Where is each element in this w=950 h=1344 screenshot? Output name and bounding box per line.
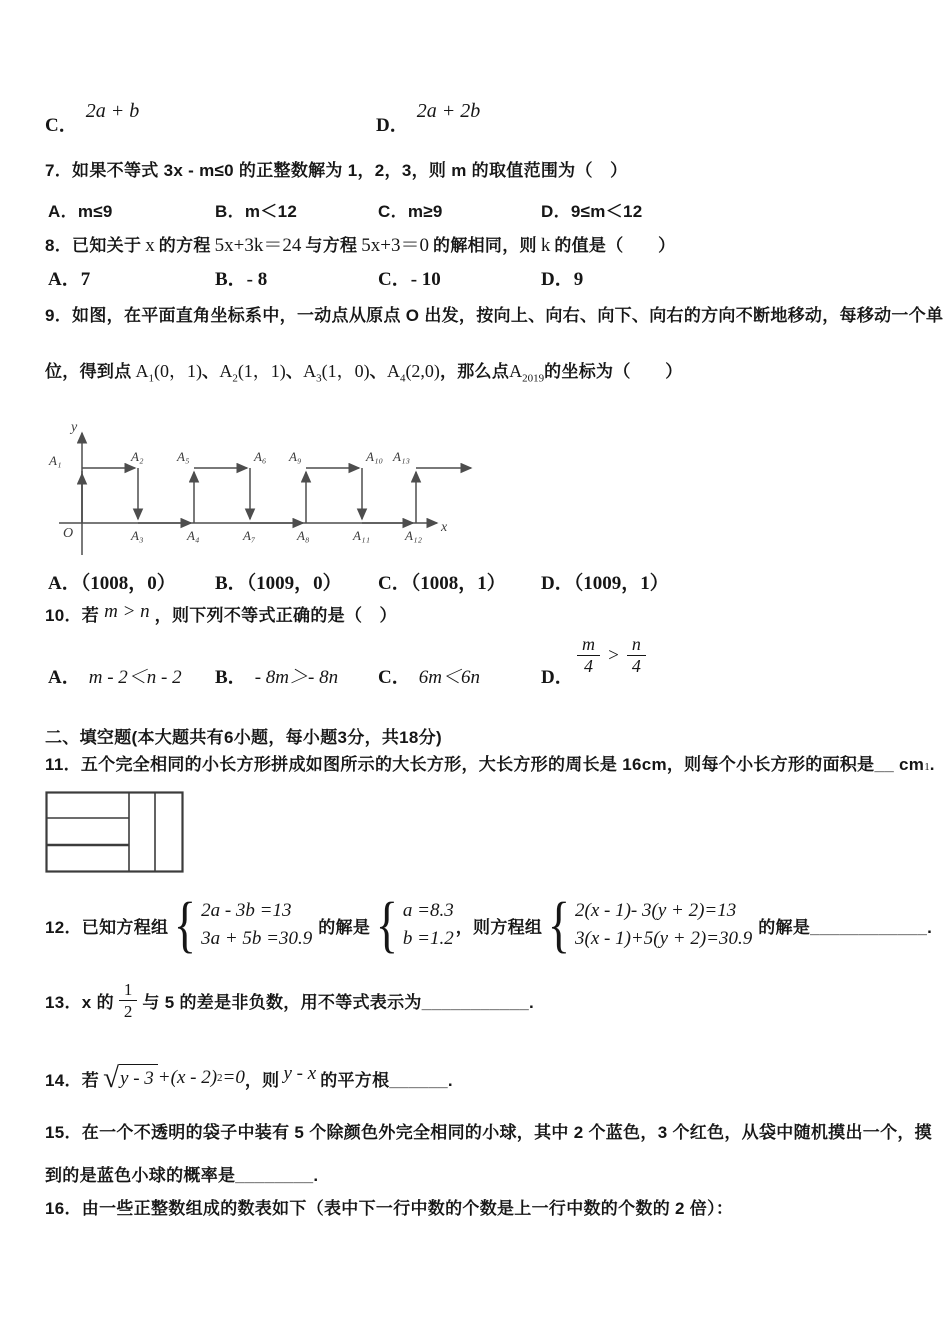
option-label: A． [48,667,81,688]
q14-math: +(x - 2) [157,1067,218,1088]
q9-text: 的坐标为（ ） [544,362,683,381]
relation-sign: > [607,644,620,666]
brace: { [547,891,571,959]
point-base: A [219,361,233,381]
q14-text: 的平方根______. [320,1070,453,1090]
q10-text: ，则下列不等式正确的是（ ） [154,606,397,625]
question-13-stem [45,968,534,1032]
q14-y-minus-x: y - x [283,1063,317,1084]
q14-exponent: 2 [217,1072,223,1084]
fraction-m-4 [577,634,600,677]
q9-point-a4 [387,361,440,385]
option-math: m - 2＜n - 2 [88,667,182,688]
fraction-1-2 [119,979,138,1022]
equation: b =1.2 [402,928,454,949]
q9-option-b: B．（1009，0） [215,573,342,594]
question-15-line2: 到的是蓝色小球的概率是________. [45,1166,319,1185]
denominator: 4 [631,656,641,676]
radical-expression [103,1061,158,1094]
point-base: A [509,361,523,381]
equation-system-3 [544,891,753,959]
q10-option-d-fraction [577,634,646,677]
q10-inequality: m > n [104,601,150,622]
path-segments [82,468,471,523]
brace: { [375,891,399,959]
point-sub: 3 [316,372,322,385]
q8-var-k: k [540,235,551,256]
option-c-label: C． [45,115,78,136]
numerator: m [577,634,600,656]
question-9-line1: 9．如图，在平面直角坐标系中，一动点从原点 O 出发，按向上、向右、向下、向右的方向不断地移动，每移动一个单 [45,306,944,325]
denominator: 4 [584,656,593,676]
point-label-a13: A₁₃ [393,449,410,464]
point-label-a11: A₁₁ [353,528,370,543]
q8-text: 的方程 [158,236,211,255]
q14-text: 14．若 [45,1070,100,1090]
q12-text: ，则方程组 [455,917,543,937]
q9-point-a3 [303,357,370,385]
q8-equation-1: 5x+3k＝24 [214,235,302,256]
q11-text: 11．五个完全相同的小长方形拼成如图所示的大长方形，大长方形的周长是 16cm，则每个小长方形的面积是__ cm [45,755,925,774]
q9-option-c: C．（1008，1） [378,573,506,594]
equation: 3(x - 1)+5(y + 2)=30.9 [575,928,753,949]
point-base: A [135,361,149,381]
q9-point-a1 [136,357,203,385]
point-label-a7: A₇ [243,528,256,543]
point-sub: 1 [148,372,154,385]
origin-label: O [63,526,74,541]
option-math: - 8m＞- 8n [254,667,339,688]
q8-text: 的值是（ ） [554,236,676,255]
section-2-header: 二、填空题(本大题共有6小题，每小题3分，共18分) [45,728,442,747]
point-base: A [386,361,400,381]
point-sub: 2019 [522,372,545,385]
q10-option-d-label: D． [541,667,574,688]
option-d-label: D． [376,115,409,136]
q7-option-d: D．9≤m＜12 [541,202,643,221]
point-sub: 2 [232,372,238,385]
point-label-a6: A₆ [254,449,267,464]
question-9-line2 [45,357,683,385]
q9-text: ，那么点 [439,362,510,381]
q12-text: 的解是 [318,917,371,937]
question-7-stem: 7．如果不等式 3x - m≤0 的正整数解为 1，2，3，则 m 的取值范围为（ ） [45,161,628,180]
q12-text: 的解是____________. [758,917,933,937]
q7-option-c: C．m≥9 [378,202,443,221]
fraction-n-4 [627,634,646,677]
equation-system-1 [170,891,313,959]
q9-point-target [509,361,544,385]
equation: 3a + 5b =30.9 [201,928,313,949]
y-axis-label: y [71,420,78,435]
q11-period: . [929,755,935,774]
q10-text: 10．若 [45,606,100,625]
q11-superscript: 1 [924,761,930,773]
point-label-a4: A₄ [187,528,200,543]
q10-option-c [378,662,480,689]
question-8-stem [45,230,675,257]
denominator: 2 [123,1001,133,1021]
separator: 、 [369,362,387,381]
point-base: A [303,361,317,381]
separator: 、 [285,362,304,381]
q7-option-b: B．m＜12 [215,202,298,221]
option-label: B． [215,667,247,688]
question-11-stem [45,750,935,775]
point-label-a9: A₉ [289,449,302,464]
option-c-math: 2a + b [85,100,140,122]
point-label-a8: A₈ [297,528,310,543]
q8-option-d: D．9 [541,269,584,290]
q14-equals-zero: =0 [222,1067,245,1088]
q8-option-b: B．- 8 [215,269,268,290]
point-label-a10: A₁₀ [366,449,383,464]
brace: { [174,891,197,959]
equation: a =8.3 [402,900,454,921]
q13-text: 13．x 的 [45,992,114,1012]
equation: 2(x - 1)- 3(y + 2)=13 [575,900,737,921]
question-14-stem [45,1048,453,1108]
q8-var-x: x [145,235,155,256]
point-label-a2: A₂ [131,449,144,464]
radical-sign: √ [103,1061,120,1094]
q8-text: 8．已知关于 [45,236,142,255]
option-math: 6m＜6n [418,667,480,688]
q10-option-a [48,662,182,689]
point-coords: (1，1) [237,361,286,381]
equation-system-2 [372,891,454,959]
question-12-stem [45,886,932,964]
equation: 2a - 3b =13 [201,900,292,921]
numerator: 1 [119,979,138,1001]
q8-text: 与方程 [305,236,358,255]
radicand: y - 3 [119,1064,158,1090]
separator: 、 [202,362,220,381]
option-c [45,96,140,136]
x-axis-label: x [441,520,448,535]
numerator: n [627,634,646,656]
q14-text: ，则 [244,1070,280,1090]
q13-text: 与 5 的差是非负数，用不等式表示为___________. [142,992,535,1012]
q10-option-b [215,662,338,689]
point-label-a1: A₁ [49,453,62,468]
point-label-a12: A₁₂ [405,528,422,543]
question-15-line1: 15．在一个不透明的袋子中装有 5 个除颜色外完全相同的小球，其中 2 个蓝色，3 个红色，从袋中随机摸出一个，摸 [45,1123,932,1142]
q9-option-a: A．（1008，0） [48,573,176,594]
coordinate-path-figure [35,416,495,566]
point-label-a5: A₅ [177,449,190,464]
q9-point-a2 [219,357,286,385]
q9-option-d: D．（1009，1） [541,573,669,594]
point-label-a3: A₃ [131,528,144,543]
point-coords: (1，0) [321,361,370,381]
question-16-stem: 16．由一些正整数组成的数表如下（表中下一行中数的个数是上一行中数的个数的 2 倍）： [45,1199,734,1218]
q9-text: 位，得到点 [45,362,132,381]
q8-option-c: C．- 10 [378,269,441,290]
point-sub: 4 [399,372,406,385]
question-10-stem [45,601,397,627]
rectangles-figure [45,791,185,875]
point-coords: (2,0) [405,361,440,381]
point-coords: (0，1) [154,361,202,381]
option-d [376,96,481,136]
q8-text: 的解相同，则 [433,236,537,255]
option-d-math: 2a + 2b [416,100,481,122]
q7-option-a: A．m≤9 [48,202,113,221]
outer-rectangle [47,793,183,872]
q12-text: 12．已知方程组 [45,917,169,937]
option-label: C． [378,667,411,688]
q8-option-a: A．7 [48,269,91,290]
q8-equation-2: 5x+3＝0 [361,235,430,256]
